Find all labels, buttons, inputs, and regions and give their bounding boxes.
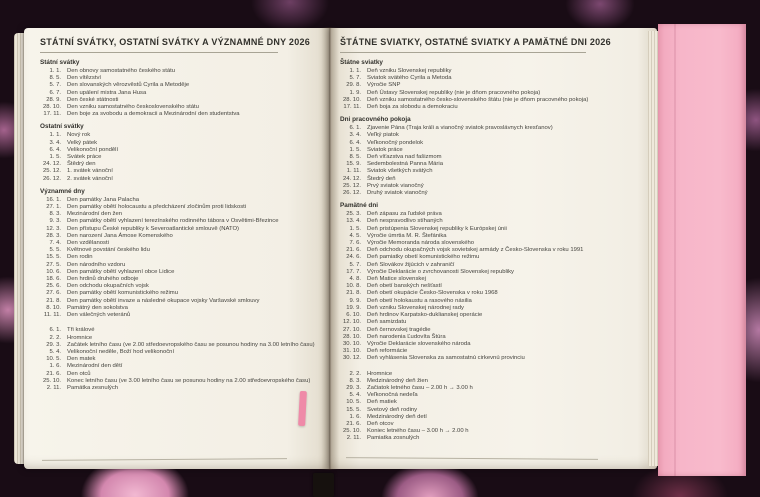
holiday-row <box>40 247 324 254</box>
holiday-row <box>340 371 640 378</box>
holiday-label: Pamiatka zosnulých <box>367 435 420 442</box>
holiday-label: Sedembolestná Panna Mária <box>367 161 443 168</box>
holiday-label: Výročie SNP <box>367 82 401 89</box>
holiday-row <box>40 82 324 89</box>
holiday-row <box>340 254 640 261</box>
holiday-label: Deň zápasu za ľudské práva <box>367 211 442 218</box>
holiday-row <box>40 283 324 290</box>
holiday-row <box>40 262 324 269</box>
holiday-label: Deň odchodu okupačných vojsk sovietskej armády z Česko-Slovenska v roku 1991 <box>367 247 584 254</box>
holiday-row <box>40 147 324 154</box>
holiday-label: Deň vzniku Slovenskej republiky <box>367 68 452 74</box>
holiday-label: Štedrý deň <box>367 175 396 182</box>
title-rule <box>340 52 586 53</box>
holiday-row <box>40 378 324 385</box>
holiday-row <box>340 125 640 132</box>
left-page-content <box>40 37 324 397</box>
holiday-date: 1. 6. <box>49 363 61 370</box>
holiday-date: 5. 5. <box>49 247 61 254</box>
holiday-date: 2. 2. <box>349 370 361 377</box>
holiday-row <box>340 154 640 161</box>
holiday-label: Koniec letného času – 3.00 h → 2.00 h <box>367 428 469 435</box>
holiday-date: 12. 3. <box>46 225 61 232</box>
holiday-label: Den vzniku samostatného československého státu <box>67 104 199 111</box>
holiday-label: Den boje za svobodu a demokracii a Mezinárodní den studentstva <box>67 111 240 118</box>
holiday-row <box>340 378 640 385</box>
holiday-date: 21. 6. <box>46 370 61 377</box>
holiday-row <box>340 147 640 154</box>
holiday-list <box>340 59 640 443</box>
holiday-date: 8. 3. <box>349 377 361 384</box>
holiday-label: Výročie Deklarácie slovenského národa <box>367 340 471 347</box>
holiday-label: Výročie úmrtia M. R. Štefánika <box>367 232 447 239</box>
holiday-date: 4. 5. <box>349 232 361 239</box>
holiday-label: Den památky obětí invaze a následné okupace vojsky Varšavské smlouvy <box>67 297 260 304</box>
holiday-label: Památka zesnulých <box>67 384 119 391</box>
holiday-label: Den obnovy samostatného českého státu <box>67 68 176 74</box>
holiday-row <box>340 68 640 75</box>
holiday-row <box>340 290 640 297</box>
holiday-label: 2. svátek vánoční <box>67 175 113 182</box>
holiday-row <box>40 276 324 283</box>
holiday-label: Konec letního času (ve 3.00 letního času se posunou hodiny na 2.00 středoevropského času) <box>67 377 311 384</box>
holiday-row <box>40 140 324 147</box>
holiday-label: Den válečných veteránů <box>67 312 131 319</box>
holiday-date: 2. 11. <box>346 435 361 442</box>
holiday-date: 10. 6. <box>46 268 61 275</box>
holiday-row <box>340 82 640 89</box>
holiday-row <box>340 90 640 97</box>
holiday-label: Velikonoční neděle, Boží hod velikonoční <box>67 348 175 355</box>
holiday-label: Deň pamiatky obetí komunistického režimu <box>367 254 480 261</box>
holiday-row <box>40 218 324 225</box>
holiday-row <box>340 140 640 147</box>
section-heading: Ostatní svátky <box>40 123 84 131</box>
holiday-row <box>340 348 640 355</box>
holiday-label: Deň otcov <box>367 420 394 427</box>
holiday-label: Den památky Jana Palacha <box>67 196 140 203</box>
holiday-label: Velký pátek <box>67 139 98 146</box>
holiday-label: Deň nespravodlivo stíhaných <box>367 218 443 225</box>
holiday-label: Deň pristúpenia Slovenskej republiky k Európskej únii <box>367 225 507 232</box>
holiday-row <box>340 132 640 139</box>
holiday-label: Den přístupu České republiky k Severoatlantické smlouvě (NATO) <box>67 225 239 232</box>
holiday-label: Deň samizdatu <box>367 319 407 326</box>
title-rule <box>40 52 278 53</box>
holiday-label: Den české státnosti <box>67 96 119 103</box>
holiday-date: 8. 10. <box>46 304 61 311</box>
holiday-label: Začátek letního času (ve 2.00 středoevropského času se posunou hodiny na 3.00 letního času) <box>67 341 315 348</box>
holiday-row <box>40 327 324 334</box>
left-page <box>24 28 330 469</box>
holiday-date: 25. 12. <box>42 168 61 175</box>
holiday-row <box>40 269 324 276</box>
holiday-date: 27. 10. <box>342 326 361 333</box>
holiday-label: Veľkonočná nedeľa <box>367 392 418 399</box>
holiday-date: 6. 4. <box>49 146 61 153</box>
holiday-label: Štědrý den <box>67 161 96 168</box>
holiday-date: 27. 1. <box>46 204 61 211</box>
holiday-label: Deň víťazstva nad fašizmom <box>367 154 442 161</box>
holiday-date: 15. 9. <box>346 161 361 168</box>
holiday-label: Mezinárodní den žen <box>67 211 123 218</box>
holiday-label: Den slovanských věrozvěstů Cyrila a Metoděje <box>67 82 190 89</box>
holiday-row <box>40 290 324 297</box>
holiday-date: 24. 6. <box>346 254 361 261</box>
holiday-row <box>40 335 324 342</box>
holiday-date: 2. 2. <box>49 334 61 341</box>
holiday-label: Výročie Deklarácie o zvrchovanosti Slovenskej republiky <box>367 268 515 275</box>
holiday-label: Den odchodu okupačních vojsk <box>67 283 149 290</box>
holiday-date: 28. 9. <box>46 96 61 103</box>
holiday-row <box>340 211 640 218</box>
holiday-label: Svátek práce <box>67 154 102 161</box>
holiday-label: Sviatok svätého Cyrila a Metoda <box>367 75 452 82</box>
holiday-date: 25. 6. <box>46 283 61 290</box>
holiday-row <box>340 435 640 442</box>
holiday-date: 10. 8. <box>346 283 361 290</box>
holiday-row <box>340 190 640 197</box>
holiday-row <box>40 371 324 378</box>
pink-endpaper <box>658 24 746 476</box>
holiday-row <box>40 342 324 349</box>
holiday-date: 29. 8. <box>346 82 361 89</box>
holiday-row <box>340 298 640 305</box>
section-heading: Významné dny <box>40 187 85 195</box>
holiday-section <box>340 371 640 443</box>
holiday-date: 11. 11. <box>43 312 61 319</box>
holiday-row <box>40 97 324 104</box>
holiday-row <box>340 233 640 240</box>
holiday-label: Svetový deň rodiny <box>367 406 418 413</box>
holiday-date: 5. 4. <box>49 348 61 355</box>
holiday-date: 29. 3. <box>346 384 361 391</box>
holiday-label: Den rodin <box>67 254 93 261</box>
holiday-row <box>40 176 324 183</box>
holiday-date: 8. 3. <box>49 211 61 218</box>
holiday-row <box>340 262 640 269</box>
holiday-row <box>340 97 640 104</box>
holiday-date: 1. 11. <box>346 168 361 175</box>
holiday-row <box>40 168 324 175</box>
holiday-row <box>340 305 640 312</box>
holiday-label: Deň Matice slovenskej <box>367 276 426 283</box>
holiday-label: Den památky obětí komunistického režimu <box>67 290 178 297</box>
holiday-date: 16. 1. <box>46 196 61 203</box>
holiday-row <box>340 428 640 435</box>
holiday-row <box>340 414 640 421</box>
holiday-label: Den vzdělanosti <box>67 240 109 247</box>
holiday-date: 5. 4. <box>349 392 361 399</box>
holiday-section <box>340 116 640 197</box>
holiday-label: Začiatok letného času – 2.00 h → 3.00 h <box>367 384 473 391</box>
holiday-label: Deň reformácie <box>367 348 408 355</box>
holiday-label: 1. svátek vánoční <box>67 168 113 175</box>
holiday-row <box>40 385 324 392</box>
holiday-row <box>340 319 640 326</box>
page-stack-edge-left <box>14 33 24 464</box>
holiday-row <box>340 392 640 399</box>
holiday-row <box>340 385 640 392</box>
holiday-date: 28. 3. <box>46 232 61 239</box>
holiday-date: 21. 6. <box>346 247 361 254</box>
holiday-row <box>40 349 324 356</box>
holiday-label: Květnové povstání českého lidu <box>67 247 150 254</box>
holiday-label: Deň vzniku samostatného česko-slovenského štátu (nie je dňom pracovného pokoja) <box>367 96 589 103</box>
holiday-label: Den národního vzdoru <box>67 261 126 268</box>
holiday-row <box>340 247 640 254</box>
holiday-label: Deň vyhlásenia Slovenska za samostatnú cirkevnú provinciu <box>367 355 525 362</box>
holiday-row <box>40 233 324 240</box>
holiday-label: Den vítězství <box>67 75 102 82</box>
holiday-date: 2. 11. <box>46 384 61 391</box>
holiday-section <box>40 59 324 118</box>
holiday-date: 25. 3. <box>346 211 361 218</box>
holiday-row <box>40 298 324 305</box>
holiday-date: 27. 6. <box>46 290 61 297</box>
holiday-label: Deň matiek <box>367 399 397 406</box>
holiday-date: 5. 7. <box>349 261 361 268</box>
page-title: ŠTÁTNE SVIATKY, OSTATNÉ SVIATKY A PAMÄTNÉ DNI 2026 <box>340 37 611 47</box>
holiday-row <box>340 341 640 348</box>
holiday-row <box>40 363 324 370</box>
holiday-label: Den otců <box>67 370 91 377</box>
holiday-label: Medzinárodný deň žien <box>367 377 428 384</box>
holiday-label: Památný den sokolstva <box>67 304 128 311</box>
holiday-date: 12. 10. <box>342 319 361 326</box>
section-heading: Štátne sviatky <box>340 59 383 66</box>
holiday-row <box>340 327 640 334</box>
holiday-date: 1. 5. <box>349 146 361 153</box>
title-wrap <box>340 37 611 47</box>
holiday-date: 28. 10. <box>342 96 361 103</box>
holiday-row <box>340 161 640 168</box>
holiday-row <box>340 218 640 225</box>
holiday-row <box>340 176 640 183</box>
holiday-date: 15. 5. <box>346 406 361 413</box>
holiday-date: 8. 5. <box>349 154 361 161</box>
holiday-date: 19. 9. <box>346 304 361 311</box>
holiday-label: Deň černovskej tragédie <box>367 326 431 333</box>
holiday-date: 6. 4. <box>349 139 361 146</box>
holiday-date: 10. 5. <box>46 356 61 363</box>
holiday-date: 1. 1. <box>49 68 61 74</box>
holiday-row <box>40 161 324 168</box>
holiday-date: 9. 9. <box>349 297 361 304</box>
holiday-label: Deň obetí okupácie Česko-Slovenska v roku 1968 <box>367 290 498 297</box>
holiday-row <box>340 399 640 406</box>
holiday-row <box>40 68 324 75</box>
holiday-row <box>40 204 324 211</box>
holiday-label: Hromnice <box>367 370 393 377</box>
holiday-date: 13. 4. <box>346 218 361 225</box>
holiday-date: 18. 6. <box>46 276 61 283</box>
holiday-row <box>40 226 324 233</box>
holiday-row <box>40 240 324 247</box>
holiday-date: 1. 1. <box>49 132 61 139</box>
holiday-label: Deň obetí holokaustu a rasového násilia <box>367 297 472 304</box>
holiday-label: Veľký piatok <box>367 132 399 139</box>
holiday-date: 30. 12. <box>342 355 361 362</box>
holiday-date: 4. 8. <box>349 276 361 283</box>
holiday-date: 30. 10. <box>342 340 361 347</box>
right-page-content <box>340 37 640 448</box>
elastic-band-tab <box>313 473 334 497</box>
holiday-date: 1. 5. <box>349 225 361 232</box>
holiday-date: 25. 12. <box>342 182 361 189</box>
holiday-label: Zjavenie Pána (Traja králi a vianočný sviatok pravoslávnych kresťanov) <box>367 125 553 132</box>
holiday-date: 8. 5. <box>49 75 61 82</box>
holiday-label: Medzinárodný deň detí <box>367 413 427 420</box>
holiday-date: 25. 10. <box>342 428 361 435</box>
holiday-label: Veľkonočný pondelok <box>367 139 424 146</box>
holiday-row <box>40 90 324 97</box>
holiday-row <box>40 254 324 261</box>
holiday-row <box>40 197 324 204</box>
holiday-date: 21. 8. <box>46 297 61 304</box>
holiday-date: 29. 3. <box>46 341 61 348</box>
holiday-date: 1. 9. <box>349 89 361 96</box>
holiday-date: 6. 7. <box>49 89 61 96</box>
holiday-label: Den památky obětí holocaustu a předcházení zločinům proti lidskosti <box>67 204 247 211</box>
holiday-row <box>40 111 324 118</box>
endpaper-fold-line <box>674 24 676 476</box>
holiday-row <box>40 356 324 363</box>
holiday-label: Deň obetí banských nešťastí <box>367 283 442 290</box>
holiday-list <box>40 59 324 392</box>
holiday-date: 25. 10. <box>42 377 61 384</box>
holiday-label: Výročie Memoranda národa slovenského <box>367 240 475 247</box>
holiday-label: Hromnice <box>67 334 93 341</box>
holiday-label: Druhý sviatok vianočný <box>367 190 428 197</box>
holiday-date: 7. 4. <box>49 240 61 247</box>
holiday-label: Velikonoční pondělí <box>67 146 119 153</box>
holiday-date: 26. 12. <box>342 190 361 197</box>
holiday-row <box>340 104 640 111</box>
holiday-label: Deň narodenia Ľudovíta Štúra <box>367 333 446 340</box>
holiday-label: Deň Ústavy Slovenskej republiky (nie je dňom pracovného pokoja) <box>367 89 541 96</box>
holiday-date: 26. 12. <box>42 175 61 182</box>
holiday-label: Den matek <box>67 356 96 363</box>
holiday-date: 21. 8. <box>346 290 361 297</box>
section-heading: Státní svátky <box>40 59 80 66</box>
holiday-row <box>40 305 324 312</box>
holiday-row <box>340 269 640 276</box>
holiday-label: Deň vzniku Slovenskej národnej rady <box>367 304 464 311</box>
holiday-label: Deň boja za slobodu a demokraciu <box>367 104 458 111</box>
holiday-label: Den upálení mistra Jana Husa <box>67 89 147 96</box>
holiday-row <box>340 355 640 362</box>
section-heading: Pamätné dni <box>340 202 378 210</box>
holiday-date: 1. 6. <box>349 413 361 420</box>
holiday-date: 6. 10. <box>346 312 361 319</box>
holiday-label: Den hrdinů druhého odboje <box>67 276 139 283</box>
holiday-date: 17. 11. <box>343 104 361 111</box>
holiday-date: 17. 7. <box>346 268 361 275</box>
holiday-label: Den narození Jana Ámose Komenského <box>67 232 173 239</box>
holiday-row <box>340 276 640 283</box>
holiday-label: Deň hrdinov Karpatsko-duklianskej operácie <box>367 312 483 319</box>
holiday-date: 6. 1. <box>49 327 61 334</box>
holiday-row <box>340 421 640 428</box>
holiday-section <box>340 59 640 111</box>
holiday-label: Den památky obětí vyhlazení terezínského rodinného tábora v Osvětimi-Březince <box>67 218 279 225</box>
holiday-date: 10. 5. <box>346 399 361 406</box>
holiday-label: Deň Slovákov žijúcich v zahraničí <box>367 261 455 268</box>
holiday-row <box>40 104 324 111</box>
holiday-label: Sviatok práce <box>367 146 403 153</box>
holiday-date: 9. 3. <box>49 218 61 225</box>
holiday-date: 5. 7. <box>49 82 61 89</box>
holiday-label: Den památky obětí vyhlazení obce Lidice <box>67 268 175 275</box>
holiday-date: 27. 5. <box>46 261 61 268</box>
holiday-date: 24. 12. <box>42 161 61 168</box>
holiday-label: Mezinárodní den dětí <box>67 363 123 370</box>
holiday-section <box>340 202 640 362</box>
holiday-row <box>340 407 640 414</box>
holiday-label: Prvý sviatok vianočný <box>367 182 424 189</box>
holiday-date: 24. 12. <box>342 175 361 182</box>
holiday-row <box>340 183 640 190</box>
holiday-label: Tři králové <box>67 327 95 334</box>
holiday-date: 6. 1. <box>349 125 361 132</box>
holiday-date: 31. 10. <box>342 348 361 355</box>
section-heading: Dni pracovného pokoja <box>340 116 411 124</box>
page-title: STÁTNÍ SVÁTKY, OSTATNÍ SVÁTKY A VÝZNAMNÉ DNY 2026 <box>40 37 310 47</box>
holiday-section <box>40 327 324 392</box>
holiday-label: Sviatok všetkých svätých <box>367 168 433 175</box>
holiday-row <box>340 168 640 175</box>
holiday-date: 1. 5. <box>49 154 61 161</box>
holiday-date: 7. 6. <box>349 240 361 247</box>
holiday-date: 5. 7. <box>349 75 361 82</box>
holiday-row <box>340 226 640 233</box>
holiday-date: 17. 11. <box>43 111 61 118</box>
right-page <box>330 28 657 469</box>
holiday-section <box>40 123 324 182</box>
holiday-date: 28. 10. <box>342 333 361 340</box>
holiday-date: 3. 4. <box>49 139 61 146</box>
holiday-row <box>40 312 324 319</box>
holiday-row <box>340 334 640 341</box>
holiday-row <box>40 211 324 218</box>
holiday-label: Nový rok <box>67 132 91 139</box>
holiday-row <box>340 75 640 82</box>
holiday-date: 21. 6. <box>346 420 361 427</box>
holiday-section <box>40 188 324 319</box>
holiday-date: 28. 10. <box>42 104 61 111</box>
holiday-date: 1. 1. <box>349 68 361 74</box>
holiday-row <box>40 132 324 139</box>
holiday-date: 3. 4. <box>349 132 361 139</box>
holiday-row <box>340 312 640 319</box>
holiday-date: 15. 5. <box>46 254 61 261</box>
